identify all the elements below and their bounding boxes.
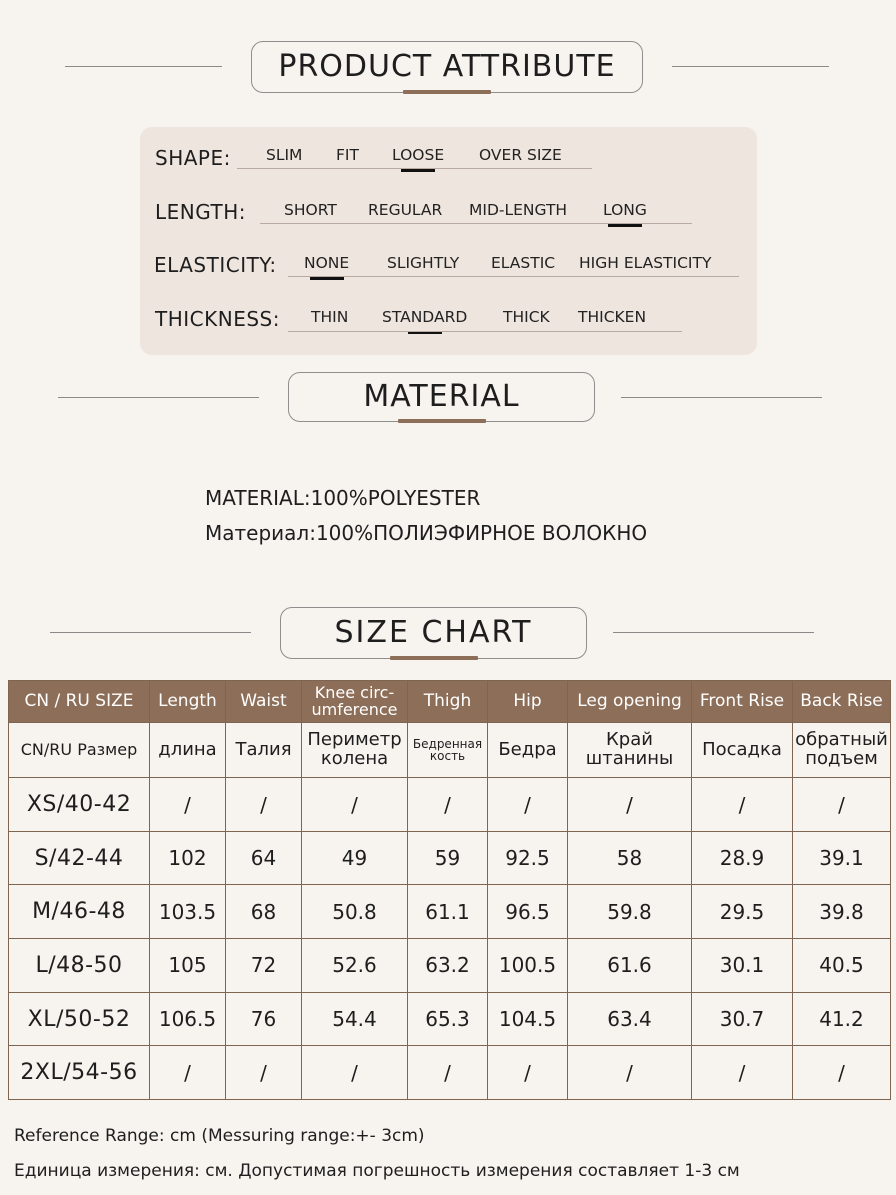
value-cell: /	[408, 778, 488, 832]
table-row	[9, 992, 891, 1046]
footnote-en: Reference Range: cm (Messuring range:+- 3cm)	[14, 1126, 425, 1146]
header-cell: Leg opening	[568, 681, 692, 723]
value-cell: 28.9	[692, 831, 793, 885]
attr-label-elasticity: ELASTICITY:	[154, 253, 277, 277]
attr-label-thickness: THICKNESS:	[155, 307, 280, 331]
value-cell: 61.6	[568, 939, 692, 993]
value-cell: /	[568, 778, 692, 832]
attr-label-shape: SHAPE:	[155, 146, 231, 170]
value-cell: 61.1	[408, 885, 488, 939]
title-underline	[403, 90, 491, 94]
header-cell: Knee circ- umference	[302, 681, 408, 723]
size-rows	[9, 778, 891, 1100]
value-cell: 63.2	[408, 939, 488, 993]
value-cell: /	[488, 778, 568, 832]
attr-option-selected: NONE	[304, 254, 350, 272]
section-title-material	[288, 372, 595, 422]
footnote-ru: Единица измерения: см. Допустимая погрешность измерения составляет 1-3 см	[14, 1161, 740, 1181]
size-chart-table	[8, 680, 891, 1100]
size-cell: S/42-44	[9, 831, 150, 885]
attr-option: MID-LENGTH	[469, 201, 568, 219]
section-title-text: MATERIAL	[363, 379, 520, 414]
material-ru: Материал:100%ПОЛИЭФИРНОЕ ВОЛОКНО	[205, 521, 648, 545]
value-cell: 64	[226, 831, 302, 885]
value-cell: /	[793, 1046, 891, 1100]
value-cell: /	[793, 778, 891, 832]
value-cell: /	[692, 778, 793, 832]
value-cell: /	[692, 1046, 793, 1100]
value-cell: 58	[568, 831, 692, 885]
table-row	[9, 831, 891, 885]
value-cell: 29.5	[692, 885, 793, 939]
divider-line	[613, 632, 814, 633]
header-cell: Hip	[488, 681, 568, 723]
header-cell-ru: Талия	[226, 723, 302, 778]
value-cell: 52.6	[302, 939, 408, 993]
value-cell: 105	[150, 939, 226, 993]
attr-option: SLIGHTLY	[387, 254, 460, 272]
value-cell: /	[150, 1046, 226, 1100]
attr-rule	[237, 168, 592, 169]
table-row	[9, 778, 891, 832]
value-cell: 65.3	[408, 992, 488, 1046]
value-cell: 100.5	[488, 939, 568, 993]
attr-option: THIN	[311, 308, 349, 326]
value-cell: 92.5	[488, 831, 568, 885]
attr-option: HIGH ELASTICITY	[579, 254, 712, 272]
table-row	[9, 1046, 891, 1100]
section-title-text: PRODUCT ATTRIBUTE	[278, 49, 616, 84]
header-cell-ru: Край штанины	[568, 723, 692, 778]
attr-option: SHORT	[284, 201, 337, 219]
attr-rule	[288, 276, 739, 277]
value-cell: /	[226, 778, 302, 832]
value-cell: 59	[408, 831, 488, 885]
header-cell: Thigh	[408, 681, 488, 723]
section-title-text: SIZE CHART	[334, 615, 533, 650]
value-cell: 30.7	[692, 992, 793, 1046]
size-cell: L/48-50	[9, 939, 150, 993]
divider-line	[672, 66, 829, 67]
header-cell: Back Rise	[793, 681, 891, 723]
header-cell: Front Rise	[692, 681, 793, 723]
attr-rule	[288, 331, 682, 332]
value-cell: /	[302, 1046, 408, 1100]
value-cell: 40.5	[793, 939, 891, 993]
value-cell: 30.1	[692, 939, 793, 993]
header-cell: Waist	[226, 681, 302, 723]
header-cell-ru: Посадка	[692, 723, 793, 778]
value-cell: 63.4	[568, 992, 692, 1046]
value-cell: 39.1	[793, 831, 891, 885]
value-cell: /	[408, 1046, 488, 1100]
header-cell: Length	[150, 681, 226, 723]
material-en: MATERIAL:100%POLYESTER	[205, 486, 481, 510]
header-cell-ru: длина	[150, 723, 226, 778]
value-cell: /	[488, 1046, 568, 1100]
header-cell: CN / RU SIZE	[9, 681, 150, 723]
attr-option: THICKEN	[578, 308, 647, 326]
title-underline	[390, 656, 478, 660]
divider-line	[65, 66, 222, 67]
header-cell-ru: Бедра	[488, 723, 568, 778]
value-cell: 76	[226, 992, 302, 1046]
attr-option-selected: STANDARD	[382, 308, 468, 326]
attr-option: ELASTIC	[491, 254, 556, 272]
size-cell: M/46-48	[9, 885, 150, 939]
header-cell-ru: Периметр колена	[302, 723, 408, 778]
header-cell-ru: обратный подъем	[793, 723, 891, 778]
header-cell-ru: CN/RU Размер	[9, 723, 150, 778]
attr-option: SLIM	[266, 146, 303, 164]
attr-option: FIT	[336, 146, 359, 164]
value-cell: 50.8	[302, 885, 408, 939]
value-cell: 102	[150, 831, 226, 885]
section-title-size-chart	[280, 607, 587, 659]
size-cell: XL/50-52	[9, 992, 150, 1046]
value-cell: 72	[226, 939, 302, 993]
value-cell: 39.8	[793, 885, 891, 939]
title-underline	[398, 419, 486, 423]
section-title-product-attribute	[251, 41, 643, 93]
value-cell: /	[226, 1046, 302, 1100]
value-cell: /	[302, 778, 408, 832]
table-row	[9, 885, 891, 939]
header-cell-ru: Бедренная кость	[408, 723, 488, 778]
size-cell: XS/40-42	[9, 778, 150, 832]
attr-label-length: LENGTH:	[155, 200, 247, 224]
value-cell: /	[150, 778, 226, 832]
value-cell: 96.5	[488, 885, 568, 939]
value-cell: 103.5	[150, 885, 226, 939]
table-header-row-ru	[9, 723, 891, 778]
value-cell: 59.8	[568, 885, 692, 939]
attr-option: REGULAR	[368, 201, 443, 219]
attr-option: THICK	[503, 308, 550, 326]
size-cell: 2XL/54-56	[9, 1046, 150, 1100]
value-cell: 41.2	[793, 992, 891, 1046]
table-row	[9, 939, 891, 993]
attr-option: OVER SIZE	[479, 146, 562, 164]
divider-line	[50, 632, 251, 633]
attr-option-selected: LONG	[603, 201, 647, 219]
attr-option-selected: LOOSE	[392, 146, 445, 164]
attribute-panel	[140, 127, 757, 355]
value-cell: 54.4	[302, 992, 408, 1046]
value-cell: /	[568, 1046, 692, 1100]
value-cell: 49	[302, 831, 408, 885]
value-cell: 106.5	[150, 992, 226, 1046]
table-header-row	[9, 681, 891, 723]
attr-rule	[260, 223, 692, 224]
divider-line	[58, 397, 259, 398]
divider-line	[621, 397, 822, 398]
value-cell: 68	[226, 885, 302, 939]
value-cell: 104.5	[488, 992, 568, 1046]
